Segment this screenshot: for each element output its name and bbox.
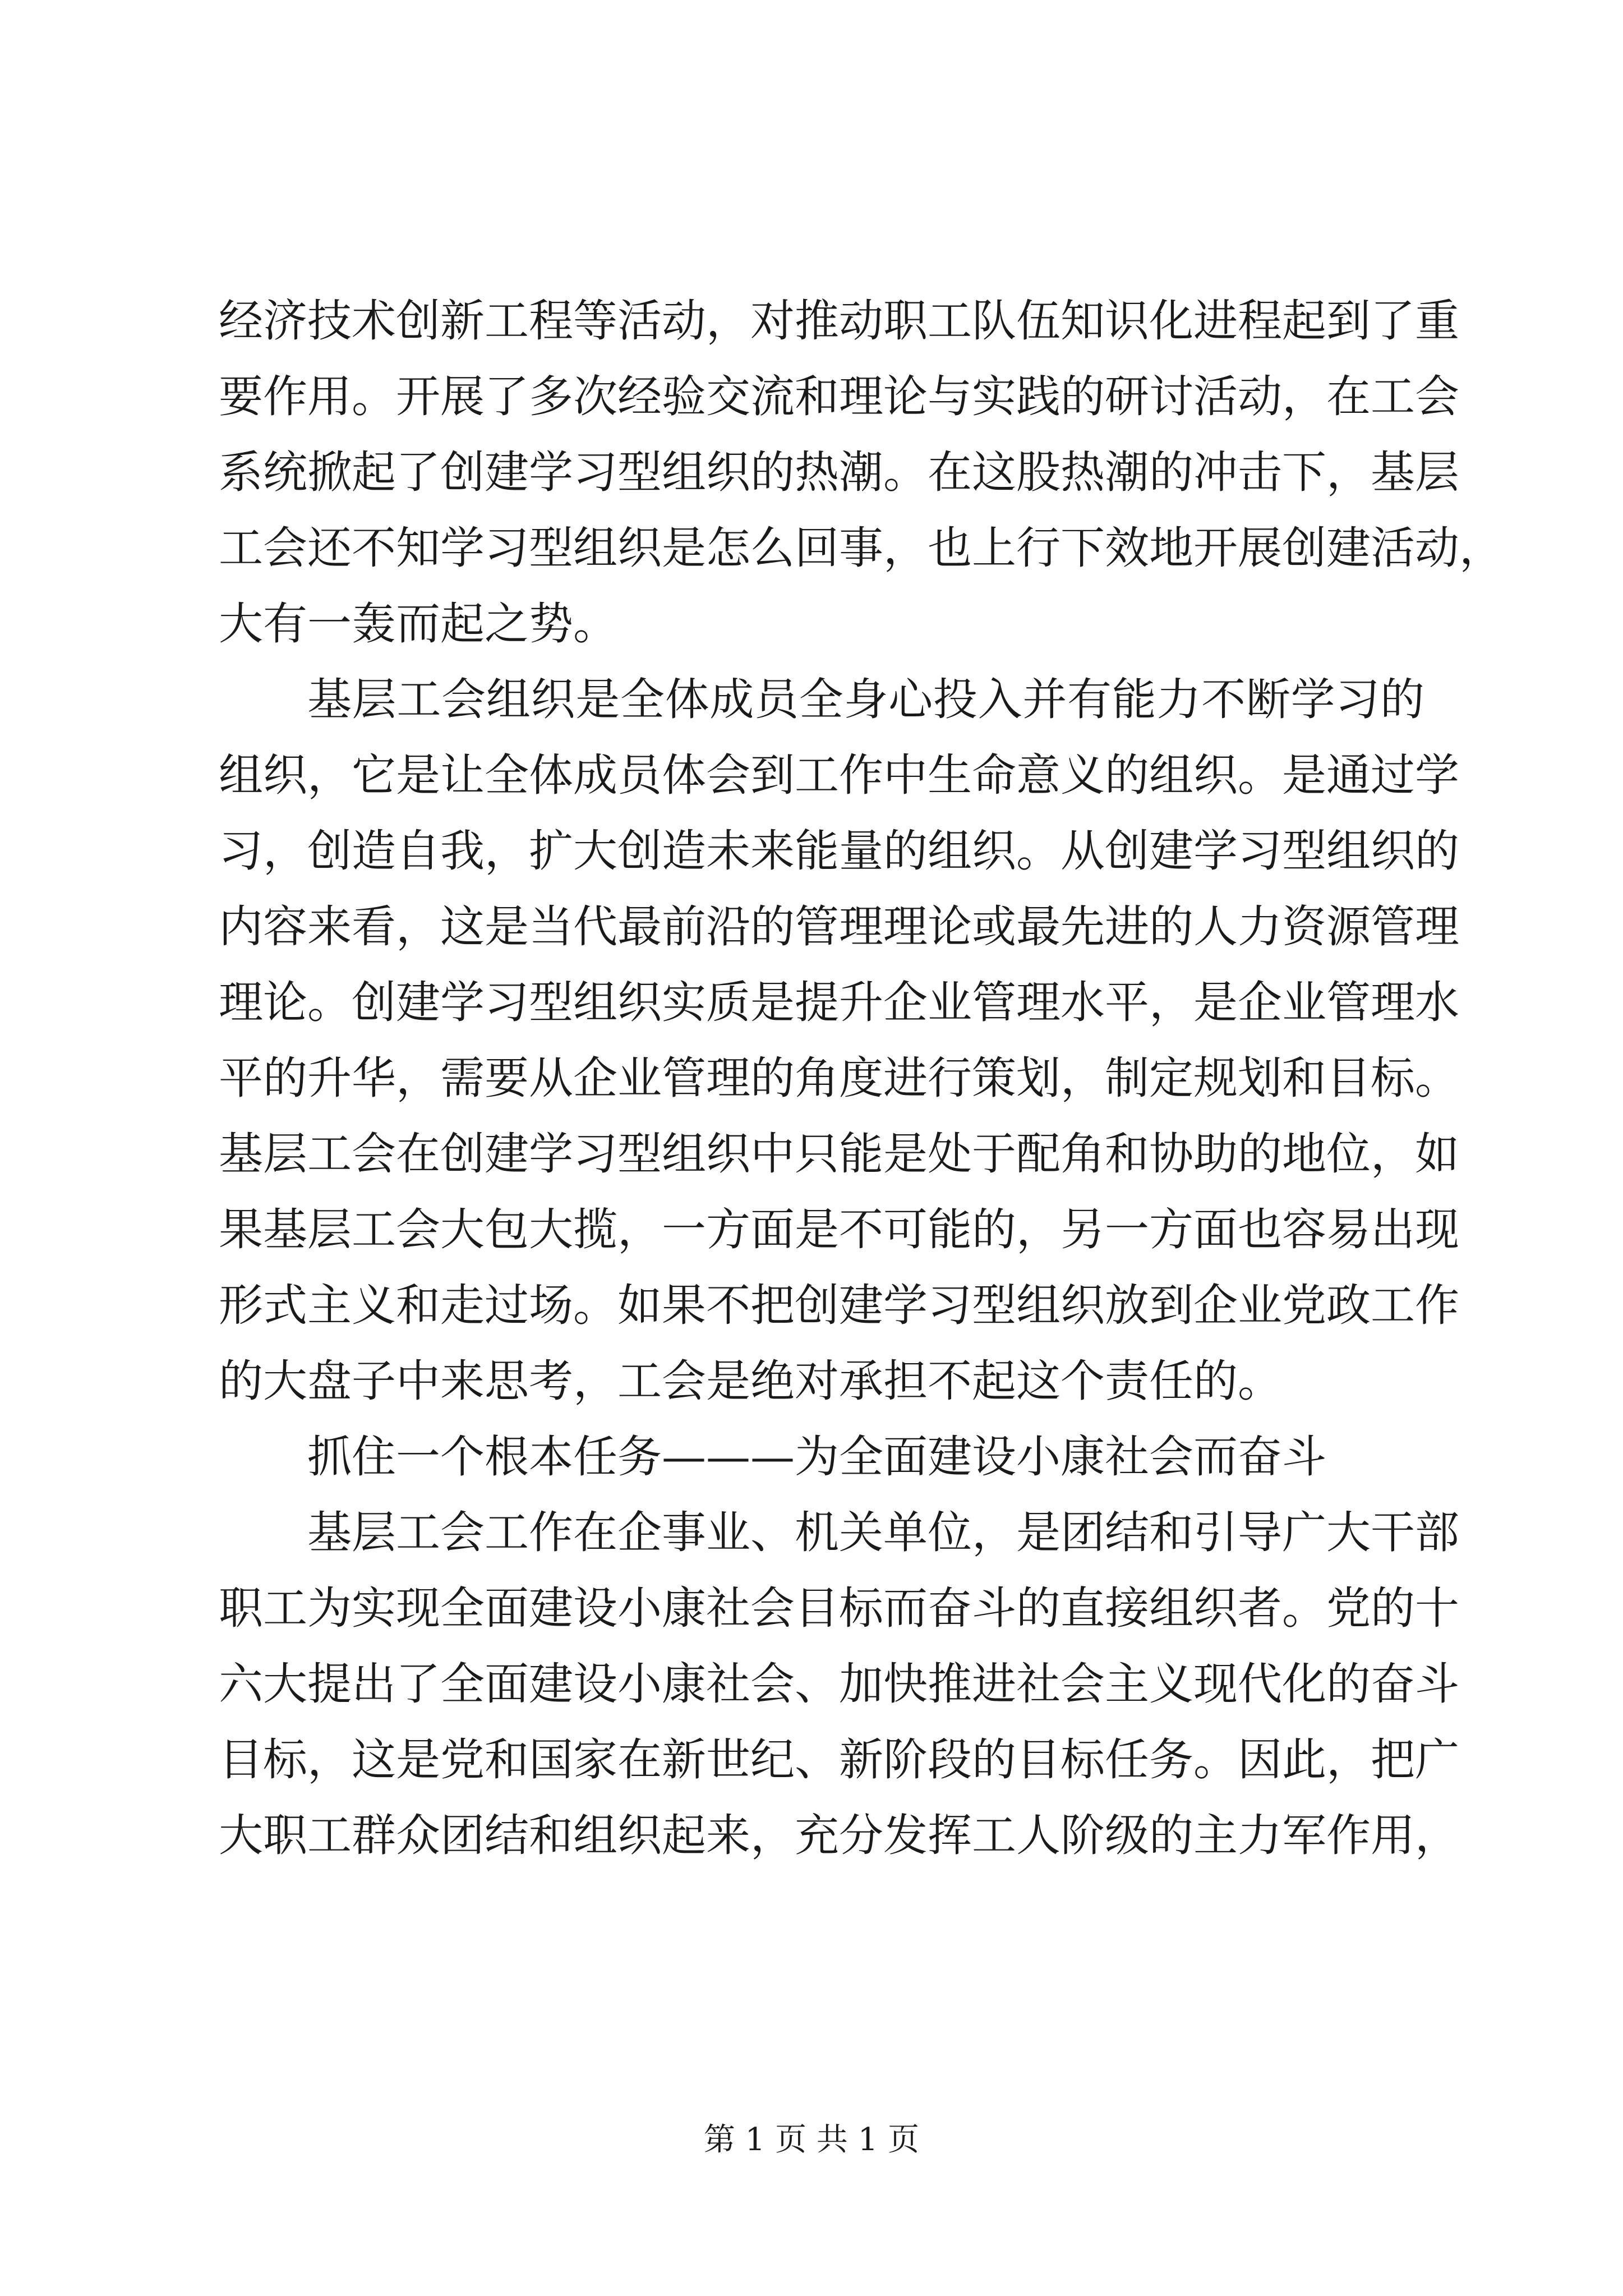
text-line: 内容来看，这是当代最前沿的管理理论或最先进的人力资源管理 — [219, 901, 1459, 953]
text-line: 基层工会组织是全体成员全身心投入并有能力不断学习的 — [307, 674, 1424, 725]
text-line: 理论。创建学习型组织实质是提升企业管理水平，是企业管理水 — [219, 977, 1459, 1028]
page-footer: 第 1 页 共 1 页 — [703, 2122, 920, 2158]
text-line: 职工为实现全面建设小康社会目标而奋斗的直接组织者。党的十 — [219, 1582, 1459, 1634]
section-heading: 抓住一个根本任务———为全面建设小康社会而奋斗 — [307, 1431, 1326, 1483]
text-line: 基层工会工作在企事业、机关单位，是团结和引导广大干部 — [307, 1507, 1459, 1558]
text-line: 基层工会在创建学习型组织中只能是处于配角和协助的地位，如 — [219, 1128, 1459, 1180]
text-line: 工会还不知学习型组织是怎么回事，也上行下效地开展创建活动， — [219, 522, 1504, 574]
text-line: 大有一轰而起之势。 — [219, 598, 617, 650]
text-line: 果基层工会大包大揽，一方面是不可能的，另一方面也容易出现 — [219, 1204, 1459, 1255]
text-line: 习，创造自我，扩大创造未来能量的组织。从创建学习型组织的 — [219, 825, 1459, 877]
text-line: 经济技术创新工程等活动，对推动职工队伍知识化进程起到了重 — [219, 295, 1459, 347]
text-line: 要作用。开展了多次经验交流和理论与实践的研讨活动，在工会 — [219, 371, 1459, 422]
text-line: 组织，它是让全体成员体会到工作中生命意义的组织。是通过学 — [219, 749, 1459, 801]
text-line: 的大盘子中来思考，工会是绝对承担不起这个责任的。 — [219, 1355, 1282, 1407]
text-line: 大职工群众团结和组织起来，充分发挥工人阶级的主力军作用， — [219, 1810, 1459, 1861]
text-line: 目标，这是党和国家在新世纪、新阶段的目标任务。因此，把广 — [219, 1734, 1459, 1786]
text-line: 平的升华，需要从企业管理的角度进行策划，制定规划和目标。 — [219, 1052, 1459, 1104]
document-body — [219, 283, 1504, 1874]
text-line: 形式主义和走过场。如果不把创建学习型组织放到企业党政工作 — [219, 1280, 1459, 1331]
text-line: 六大提出了全面建设小康社会、加快推进社会主义现代化的奋斗 — [219, 1658, 1459, 1710]
text-line: 系统掀起了创建学习型组织的热潮。在这股热潮的冲击下，基层 — [219, 447, 1459, 498]
